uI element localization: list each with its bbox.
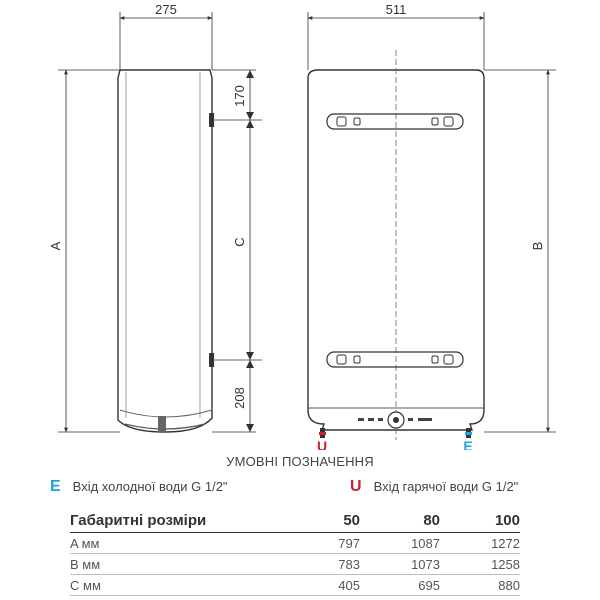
table-cell: 880 xyxy=(440,575,520,596)
hot-water-text: Вхід гарячої води G 1/2" xyxy=(373,479,519,494)
front-width-label: 511 xyxy=(385,2,407,17)
table-cell: C мм xyxy=(70,575,290,596)
label-b: B xyxy=(530,241,545,251)
table-row xyxy=(70,554,520,575)
hot-port-label: U xyxy=(316,438,328,450)
cold-port-label: E xyxy=(463,438,473,450)
cold-water-code: E xyxy=(50,478,61,495)
side-width-dimension xyxy=(120,2,212,70)
table-cell: 1087 xyxy=(360,533,440,554)
cold-water-text: Вхід холодної води G 1/2" xyxy=(72,479,228,494)
dimension-c xyxy=(212,70,262,432)
table-header: 100 xyxy=(440,510,520,533)
table-row xyxy=(70,533,520,554)
table-cell: 1272 xyxy=(440,533,520,554)
table-cell: A мм xyxy=(70,533,290,554)
bottom-offset-label: 208 xyxy=(232,387,247,409)
dimensions-table xyxy=(70,510,520,596)
dimension-b xyxy=(484,70,556,432)
table-header: 50 xyxy=(290,510,360,533)
label-c: C xyxy=(232,237,247,247)
table-cell: 1073 xyxy=(360,554,440,575)
front-view xyxy=(308,50,484,450)
legend-cold-water xyxy=(50,478,228,496)
table-cell: 695 xyxy=(360,575,440,596)
hot-water-code: U xyxy=(350,478,362,495)
legend-hot-water xyxy=(350,478,518,496)
table-header: 80 xyxy=(360,510,440,533)
side-width-label: 275 xyxy=(155,2,177,17)
table-cell: B мм xyxy=(70,554,290,575)
table-cell: 797 xyxy=(290,533,360,554)
dimension-a xyxy=(48,70,120,432)
table-cell: 1258 xyxy=(440,554,520,575)
top-offset-label: 170 xyxy=(232,85,247,107)
side-view xyxy=(118,70,214,432)
table-header-row xyxy=(70,510,520,533)
legend-title: УМОВНІ ПОЗНАЧЕННЯ xyxy=(226,454,374,469)
table-header: Габаритні розміри xyxy=(70,510,290,533)
table-cell: 405 xyxy=(290,575,360,596)
table-cell: 783 xyxy=(290,554,360,575)
label-a: A xyxy=(48,241,63,251)
table-row xyxy=(70,575,520,596)
